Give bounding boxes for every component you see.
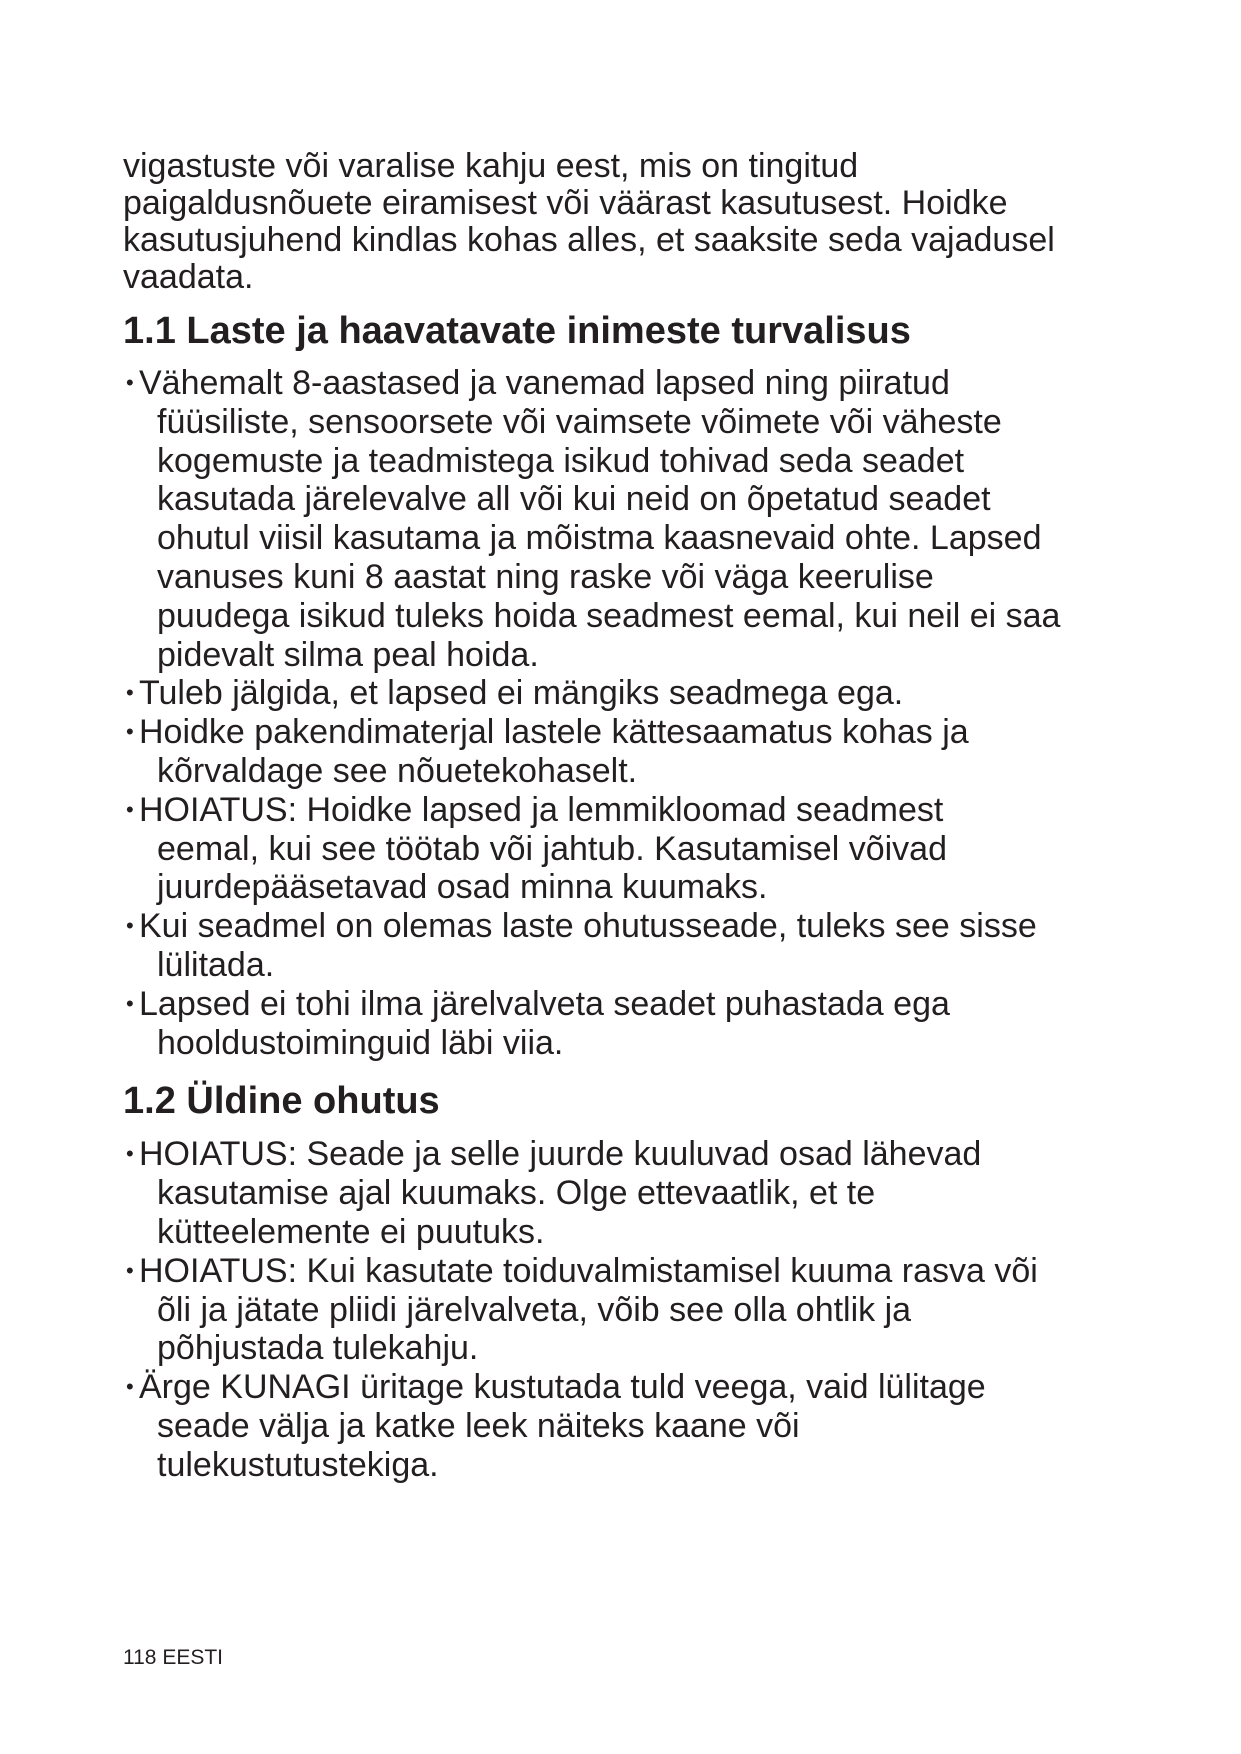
list-item (123, 907, 1133, 985)
item-line: põhjustada tulekahju. (157, 1329, 479, 1368)
item-line: kogemuste ja teadmistega isikud tohivad seda seadet (157, 441, 965, 480)
bullet-icon: • (126, 913, 134, 939)
list-item (123, 364, 1133, 674)
item-line: ohutul viisil kasutama ja mõistma kaasnevaid ohte. Lapsed (157, 519, 1042, 558)
bullet-list-1-2 (123, 1135, 1133, 1484)
item-line: juurdepääsetavad osad minna kuumaks. (157, 868, 768, 907)
intro-line: vigastuste või varalise kahju eest, mis on tingitud (123, 147, 859, 185)
list-item (123, 713, 1133, 791)
list-item (123, 1252, 1133, 1368)
item-line: kütteelemente ei puutuks. (157, 1212, 545, 1251)
item-line: HOIATUS: Kui kasutate toiduvalmistamisel kuuma rasva või (139, 1251, 1038, 1290)
bullet-icon: • (126, 1374, 134, 1400)
section-heading-1-2: 1.2 Üldine ohutus (123, 1080, 440, 1123)
bullet-icon: • (126, 719, 134, 745)
item-line: õli ja jätate pliidi järelvalveta, võib see olla ohtlik ja (157, 1290, 912, 1329)
list-item (123, 791, 1133, 907)
item-line: HOIATUS: Hoidke lapsed ja lemmikloomad seadmest (139, 790, 944, 829)
item-line: tulekustutustekiga. (157, 1445, 439, 1484)
intro-line: kasutusjuhend kindlas kohas alles, et saaksite seda vajadusel (123, 221, 1055, 259)
intro-line: paigaldusnõuete eiramisest või väärast kasutusest. Hoidke (123, 184, 1008, 222)
item-line: vanuses kuni 8 aastat ning raske või väga keerulise (157, 557, 934, 596)
item-line: kasutada järelevalve all või kui neid on õpetatud seadet (157, 480, 991, 519)
page-footer: 118 EESTI (123, 1646, 223, 1669)
bullet-icon: • (126, 1257, 134, 1283)
bullet-icon: • (126, 796, 134, 822)
list-item (123, 674, 1133, 713)
manual-page (123, 148, 1133, 1485)
bullet-icon: • (126, 370, 134, 395)
list-item (123, 1135, 1133, 1251)
item-line: seade välja ja katke leek näiteks kaane või (157, 1406, 800, 1445)
item-line: kõrvaldage see nõuetekohaselt. (157, 751, 638, 790)
item-line: füüsiliste, sensoorsete või vaimsete võimete või väheste (157, 402, 1002, 441)
item-line: Tuleb jälgida, et lapsed ei mängiks seadmega ega. (139, 674, 904, 713)
item-line: lülitada. (157, 945, 275, 984)
list-item (123, 1368, 1133, 1484)
intro-line: vaadata. (123, 258, 254, 296)
item-line: puudega isikud tuleks hoida seadmest eemal, kui neil ei saa (157, 596, 1061, 635)
bullet-list-1-1 (123, 364, 1133, 1062)
item-line: kasutamise ajal kuumaks. Olge ettevaatlik, et te (157, 1174, 876, 1213)
bullet-icon: • (126, 990, 134, 1016)
item-line: Kui seadmel on olemas laste ohutusseade, tuleks see sisse (139, 907, 1037, 946)
item-line: HOIATUS: Seade ja selle juurde kuuluvad osad lähevad (139, 1135, 982, 1174)
item-line: Ärge KUNAGI üritage kustutada tuld veega, vaid lülitage (139, 1368, 986, 1407)
item-line: hooldustoiminguid läbi viia. (157, 1023, 564, 1062)
bullet-icon: • (126, 1141, 134, 1167)
bullet-icon: • (126, 680, 134, 706)
intro-paragraph (123, 148, 1133, 296)
item-line: Vähemalt 8-aastased ja vanemad lapsed ning piiratud (139, 364, 950, 402)
item-line: Hoidke pakendimaterjal lastele kättesaamatus kohas ja (139, 713, 969, 752)
section-heading-1-1: 1.1 Laste ja haavatavate inimeste turvalisus (123, 310, 911, 352)
list-item (123, 985, 1133, 1063)
item-line: Lapsed ei tohi ilma järelvalveta seadet puhastada ega (139, 984, 950, 1023)
item-line: pidevalt silma peal hoida. (157, 635, 539, 674)
item-line: eemal, kui see töötab või jahtub. Kasutamisel võivad (157, 829, 948, 868)
